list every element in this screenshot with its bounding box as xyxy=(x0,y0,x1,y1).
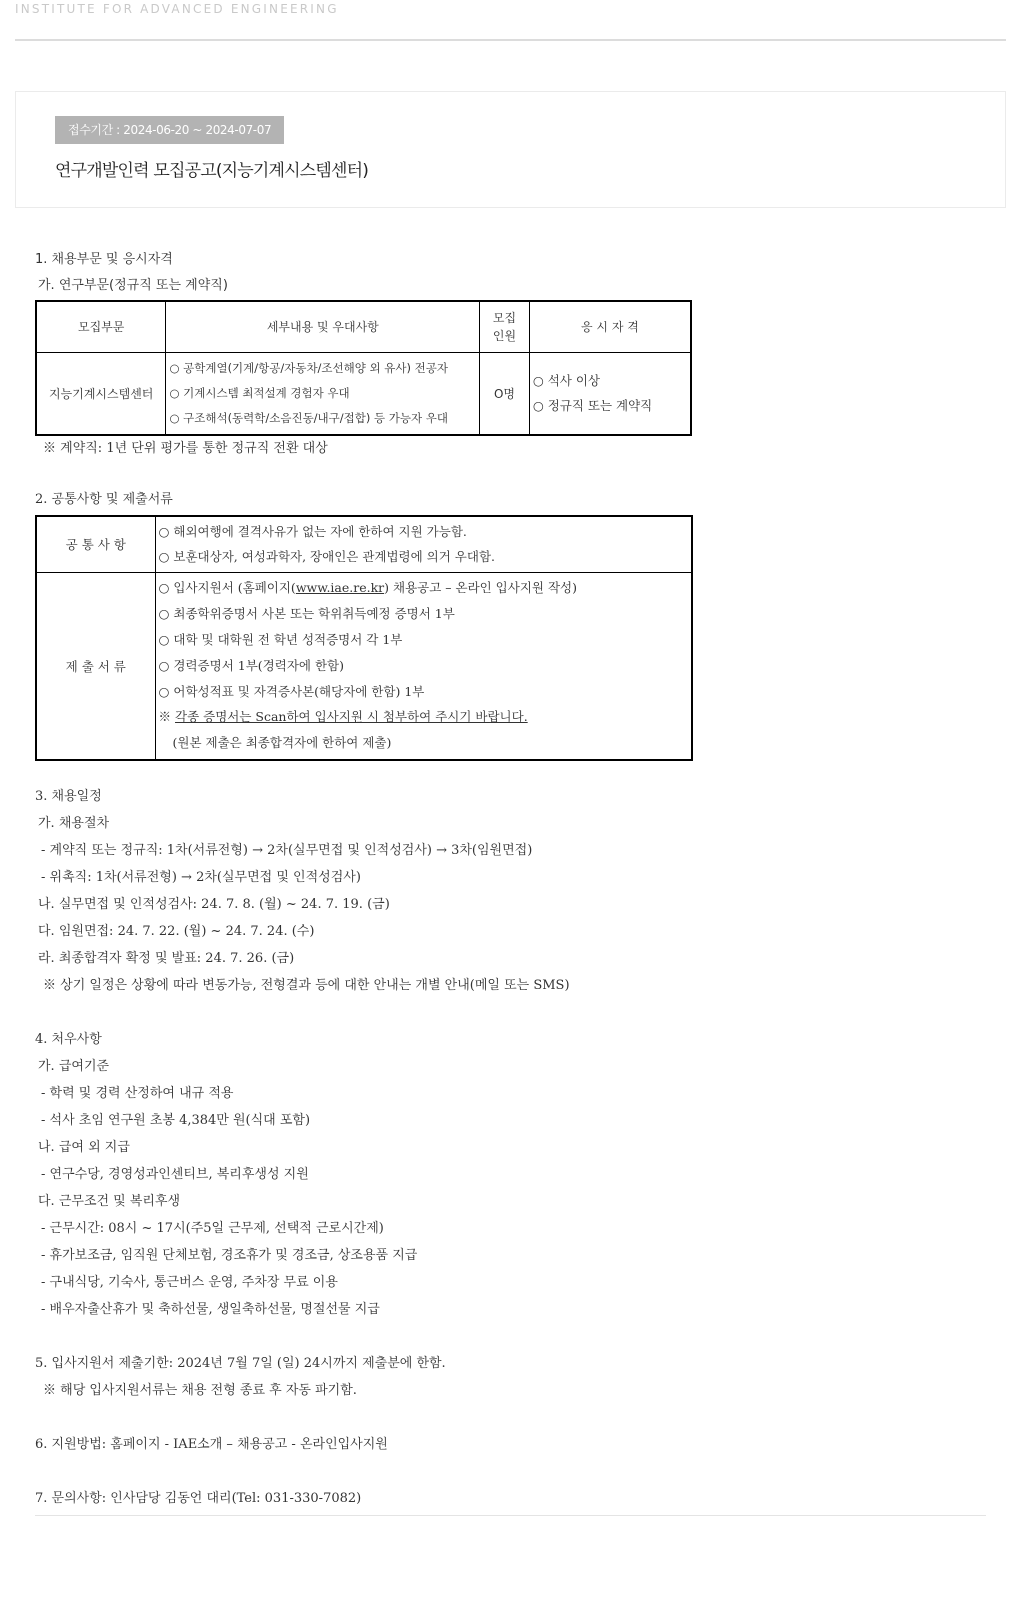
docs-item: ○ 대학 및 대학원 전 학년 성적증명서 각 1부 xyxy=(158,632,403,648)
docs-note: ※ 각종 증명서는 Scan하여 입사지원 시 첨부하여 주시기 바랍니다. xyxy=(158,709,528,725)
post-title: 연구개발인력 모집공고(지능기계시스템센터) xyxy=(55,161,369,181)
docs-cell xyxy=(155,572,692,760)
section-4-line: 다. 근무조건 및 복리후생 xyxy=(38,1194,181,1209)
section-3-line: - 계약직 또는 정규직: 1차(서류전형) → 2차(실무면접 및 인적성검사) → 3차(임원면접) xyxy=(41,843,533,858)
section-4-line: - 휴가보조금, 임직원 단체보험, 경조휴가 및 경조금, 상조용품 지급 xyxy=(41,1248,418,1263)
detail-item: ○ 구조해석(동력학/소음진동/내구/접합) 등 가능자 우대 xyxy=(169,410,448,425)
section-5-note: ※ 해당 입사지원서류는 채용 전형 종료 후 자동 파기함. xyxy=(43,1383,357,1398)
section-5-line: 5. 입사지원서 제출기한: 2024년 7월 7일 (일) 24시까지 제출분에 한함. xyxy=(35,1356,446,1371)
section-1-heading: 1. 채용부문 및 응시자격 xyxy=(35,252,173,267)
post-info-box xyxy=(15,91,1006,208)
docs-item: ○ 어학성적표 및 자격증사본(해당자에 한함) 1부 xyxy=(158,683,425,699)
qualification-cell xyxy=(529,352,691,435)
detail-cell xyxy=(166,352,480,435)
section-4-line: - 학력 및 경력 산정하여 내규 적용 xyxy=(41,1086,234,1101)
site-name: INSTITUTE FOR ADVANCED ENGINEERING xyxy=(15,2,339,16)
recruitment-table xyxy=(35,300,692,436)
section-3-line: 다. 임원면접: 24. 7. 22. (월) ~ 24. 7. 24. (수) xyxy=(38,924,315,939)
qualification-item: ○ 석사 이상 xyxy=(532,373,600,389)
header-count-line1: 모집 xyxy=(492,310,517,325)
section-4-heading: 4. 처우사항 xyxy=(35,1032,102,1047)
section-4-line: - 연구수당, 경영성과인센티브, 복리후생성 지원 xyxy=(41,1167,309,1182)
section-4-line: - 석사 초임 연구원 초봉 4,384만 원(식대 포함) xyxy=(41,1113,311,1128)
section-3-line: 라. 최종합격자 확정 및 발표: 24. 7. 26. (금) xyxy=(38,951,295,966)
section-4-line: 가. 급여기준 xyxy=(38,1059,110,1074)
section-4-line: - 구내식당, 기숙사, 통근버스 운영, 주차장 무료 이용 xyxy=(41,1275,338,1290)
section-3-line: 가. 채용절차 xyxy=(38,816,110,831)
section-3-heading: 3. 채용일정 xyxy=(35,789,102,804)
header-dept: 모집부문 xyxy=(36,301,166,352)
section-3-line: - 위촉직: 1차(서류전형) → 2차(실무면접 및 인적성검사) xyxy=(41,870,361,885)
section-1-note: ※ 계약직: 1년 단위 평가를 통한 정규직 전환 대상 xyxy=(43,441,328,456)
common-item: ○ 보훈대상자, 여성과학자, 장애인은 관계법령에 의거 우대함. xyxy=(158,549,495,565)
section-2-heading: 2. 공통사항 및 제출서류 xyxy=(35,492,173,507)
common-docs-table xyxy=(35,515,693,761)
header-qualification: 응 시 자 격 xyxy=(529,301,691,352)
common-label: 공 통 사 항 xyxy=(36,516,155,572)
section-7-line: 7. 문의사항: 인사담당 김동언 대리(Tel: 031-330-7082) xyxy=(35,1491,362,1506)
section-3-line: 나. 실무면접 및 인적성검사: 24. 7. 8. (월) ~ 24. 7. 19. (금) xyxy=(38,897,390,912)
docs-item-application: ○ 입사지원서 (홈페이지(www.iae.re.kr) 채용공고 – 온라인 입사지원 작성) xyxy=(158,580,577,596)
section-3-note: ※ 상기 일정은 상황에 따라 변동가능, 전형결과 등에 대한 안내는 개별 안내(메일 또는 SMS) xyxy=(43,978,570,993)
detail-item: ○ 공학계열(기계/항공/자동차/조선해양 외 유사) 전공자 xyxy=(169,360,448,375)
section-4-line: - 근무시간: 08시 ~ 17시(주5일 근무제, 선택적 근로시간제) xyxy=(41,1221,384,1236)
section-4-line: - 배우자출산휴가 및 축하선물, 생일축하선물, 명절선물 지급 xyxy=(41,1302,380,1317)
homepage-link[interactable]: www.iae.re.kr xyxy=(295,580,385,596)
qualification-item: ○ 정규직 또는 계약직 xyxy=(532,398,653,414)
common-cell xyxy=(155,516,692,572)
header-count xyxy=(480,301,530,352)
header-count-line2: 인원 xyxy=(492,328,517,343)
detail-item: ○ 기계시스템 최적설계 경험자 우대 xyxy=(169,385,350,400)
content-end-divider xyxy=(35,1515,986,1516)
docs-note-2: (원본 제출은 최종합격자에 한하여 제출) xyxy=(172,735,392,751)
header-detail: 세부내용 및 우대사항 xyxy=(166,301,480,352)
docs-item: ○ 경력증명서 1부(경력자에 한함) xyxy=(158,657,344,673)
docs-item: ○ 최종학위증명서 사본 또는 학위취득예정 증명서 1부 xyxy=(158,606,455,622)
dept-cell: 지능기계시스템센터 xyxy=(36,352,166,435)
count-cell: O명 xyxy=(480,352,530,435)
common-item: ○ 해외여행에 결격사유가 없는 자에 한하여 지원 가능함. xyxy=(158,524,467,540)
application-period-badge: 접수기간 : 2024-06-20 ~ 2024-07-07 xyxy=(55,116,284,144)
section-4-line: 나. 급여 외 지급 xyxy=(38,1140,130,1155)
site-header xyxy=(15,0,1006,41)
section-6-line: 6. 지원방법: 홈페이지 - IAE소개 – 채용공고 - 온라인입사지원 xyxy=(35,1437,388,1452)
docs-label: 제 출 서 류 xyxy=(36,572,155,760)
section-1-sub: 가. 연구부문(정규직 또는 계약직) xyxy=(38,278,228,293)
